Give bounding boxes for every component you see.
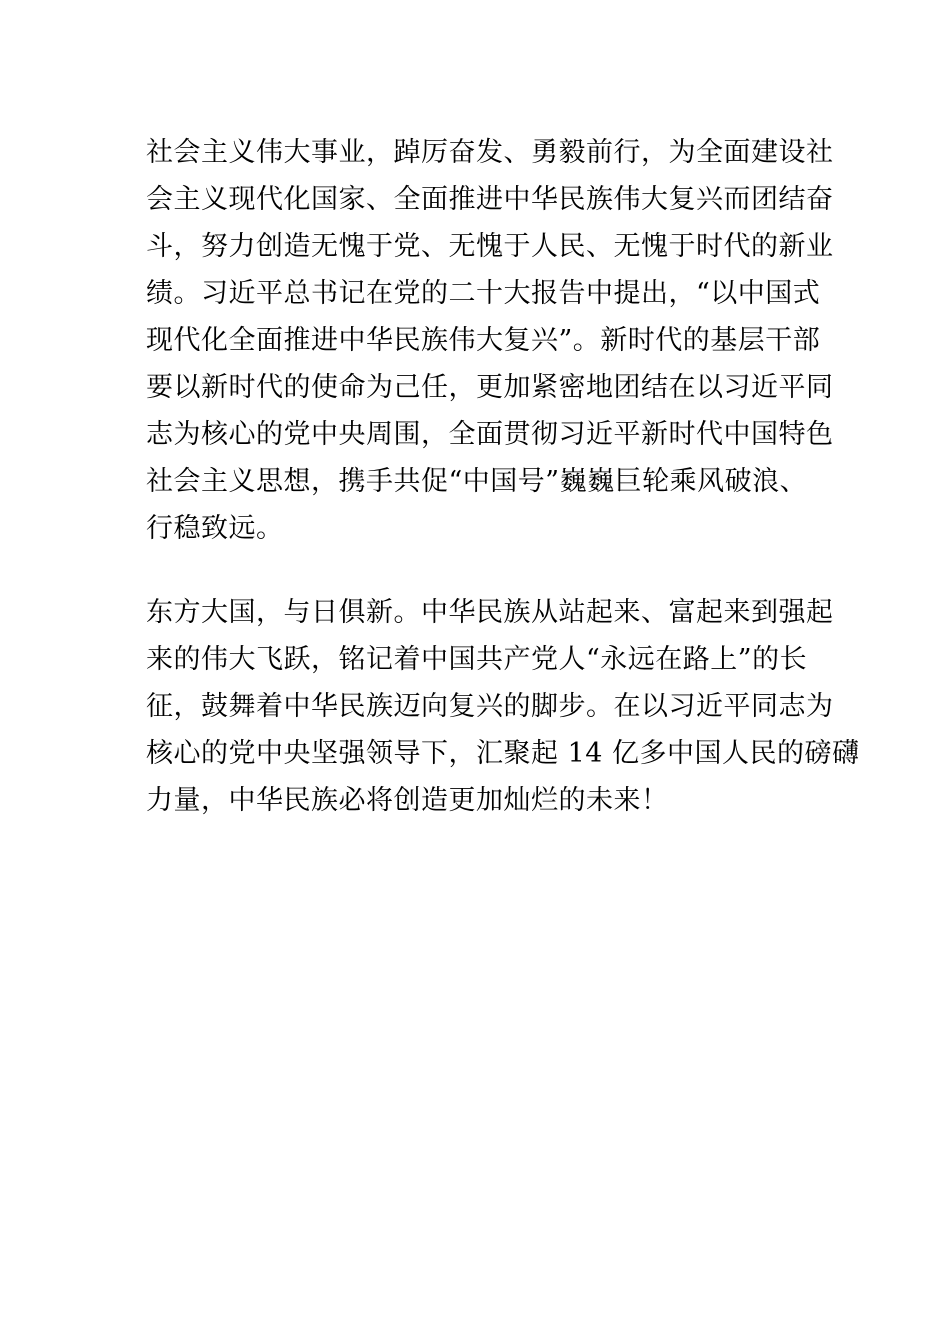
text-line: 社会主义伟大事业，踔厉奋发、勇毅前行，为全面建设社 <box>146 137 834 168</box>
paragraph-2 <box>146 589 860 824</box>
text-line: 行稳致远。 <box>146 513 284 544</box>
text-line: 会主义现代化国家、全面推进中华民族伟大复兴而团结奋 <box>146 184 834 215</box>
paragraph-1 <box>146 129 834 552</box>
text-line: 要以新时代的使命为己任，更加紧密地团结在以习近平同 <box>146 372 834 403</box>
text-line: 来的伟大飞跃，铭记着中国共产党人“永远在路上”的长 <box>146 644 808 675</box>
text-line: 社会主义思想，携手共促“中国号”巍巍巨轮乘风破浪、 <box>146 466 808 497</box>
text-line: 东方大国，与日俱新。中华民族从站起来、富起来到强起 <box>146 597 834 628</box>
text-line: 力量，中华民族必将创造更加灿烂的未来！ <box>146 785 669 816</box>
text-line: 志为核心的党中央周围，全面贯彻习近平新时代中国特色 <box>146 419 834 450</box>
text-line: 现代化全面推进中华民族伟大复兴”。新时代的基层干部 <box>146 325 821 356</box>
text-line: 绩。习近平总书记在党的二十大报告中提出，“以中国式 <box>146 278 821 309</box>
text-line: 征，鼓舞着中华民族迈向复兴的脚步。在以习近平同志为 <box>146 691 834 722</box>
text-line: 核心的党中央坚强领导下，汇聚起 14 亿多中国人民的磅礴 <box>146 738 860 769</box>
text-line: 斗，努力创造无愧于党、无愧于人民、无愧于时代的新业 <box>146 231 834 262</box>
